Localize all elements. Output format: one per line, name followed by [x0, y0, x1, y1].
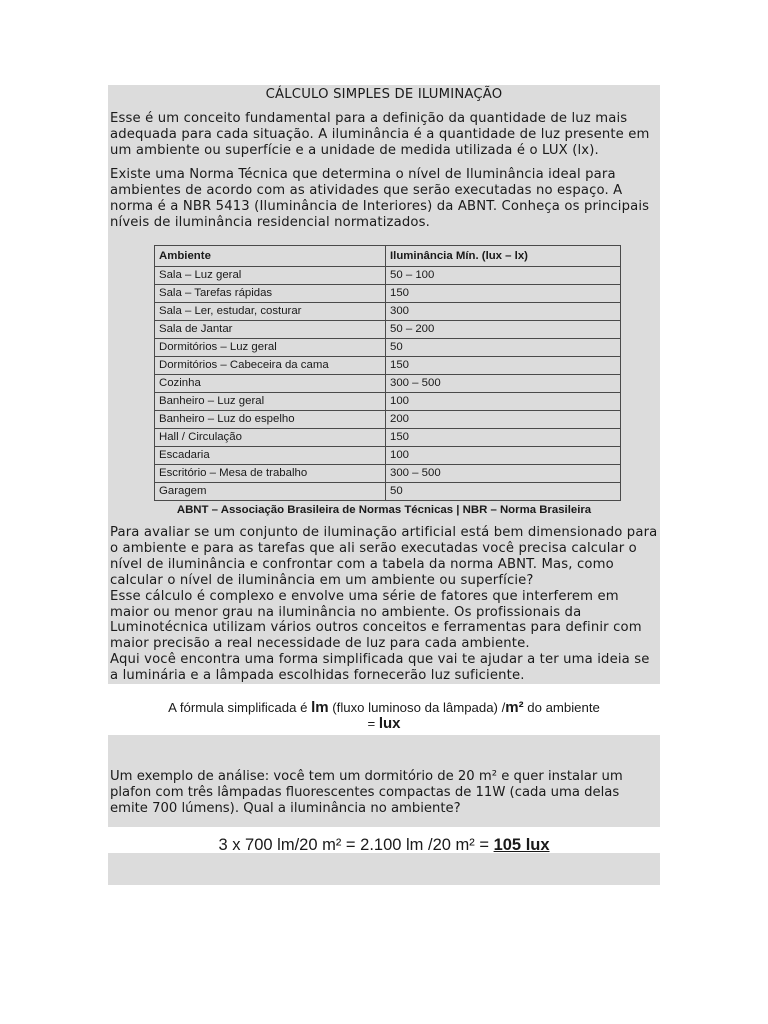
- table-caption: ABNT – Associação Brasileira de Normas Técnicas | NBR – Norma Brasileira: [176, 504, 592, 516]
- example-paragraph: Um exemplo de análise: você tem um dormitório de 20 m² e quer instalar um plafon com três lâmpadas fluorescentes compactas de 11W (cada uma delas emite 700 lúmens). Qual a iluminância no ambiente?: [110, 769, 623, 817]
- table-row: [155, 465, 621, 483]
- cell-ambiente: Hall / Circulação: [155, 429, 386, 447]
- table-row: [155, 393, 621, 411]
- formula-block: [108, 696, 660, 735]
- table-row: [155, 321, 621, 339]
- cell-lux: 300: [386, 303, 621, 321]
- page-title: CÁLCULO SIMPLES DE ILUMINAÇÃO: [265, 87, 503, 102]
- table-row: [155, 303, 621, 321]
- formula-lm: lm: [311, 699, 329, 717]
- cell-ambiente: Sala de Jantar: [155, 321, 386, 339]
- cell-ambiente: Cozinha: [155, 375, 386, 393]
- cell-lux: 100: [386, 447, 621, 465]
- table-row: [155, 375, 621, 393]
- illuminance-table-wrapper: [108, 231, 660, 525]
- table-row: [155, 447, 621, 465]
- cell-ambiente: Dormitórios – Cabeceira da cama: [155, 357, 386, 375]
- cell-lux: 300 – 500: [386, 465, 621, 483]
- result-expression: 3 x 700 lm/20 m² = 2.100 lm /20 m² =: [218, 836, 494, 855]
- cell-lux: 150: [386, 429, 621, 447]
- formula-suffix: do ambiente: [523, 700, 600, 716]
- cell-ambiente: Dormitórios – Luz geral: [155, 339, 386, 357]
- document-page: [108, 85, 660, 885]
- result-answer: 105 lux: [493, 836, 550, 855]
- cell-ambiente: Escadaria: [155, 447, 386, 465]
- table-row: [155, 267, 621, 285]
- norma-paragraph: Existe uma Norma Técnica que determina o nível de Iluminância ideal para ambientes de acordo com as atividades que serão executadas no espaço. A norma é a NBR 5413 (Iluminância de Interiores) da ABNT. Conheça os principais níveis de iluminância residencial normatizados.: [110, 167, 650, 230]
- content-block-top: [108, 85, 660, 684]
- cell-ambiente: Banheiro – Luz do espelho: [155, 411, 386, 429]
- table-header-ambiente: Ambiente: [155, 246, 386, 267]
- cell-ambiente: Sala – Luz geral: [155, 267, 386, 285]
- table-header-iluminancia: Iluminância Mín. (lux – lx): [386, 246, 621, 267]
- table-row: [155, 357, 621, 375]
- cell-lux: 200: [386, 411, 621, 429]
- table-row: [155, 339, 621, 357]
- illuminance-table: [154, 245, 621, 501]
- formula-lux: lux: [378, 715, 401, 733]
- content-block-tail: [108, 853, 660, 885]
- body-paragraph-1: Para avaliar se um conjunto de iluminação artificial está bem dimensionado para o ambiente e para as tarefas que ali serão executadas você precisa calcular o nível de iluminância e confrontar com a tabela da norma ABNT. Mas, como calcular o nível de iluminância em um ambiente ou superfície?: [110, 525, 658, 588]
- table-row: [155, 429, 621, 447]
- cell-ambiente: Garagem: [155, 483, 386, 501]
- cell-ambiente: Sala – Ler, estudar, costurar: [155, 303, 386, 321]
- table-row: [155, 285, 621, 303]
- cell-lux: 50: [386, 339, 621, 357]
- cell-lux: 50: [386, 483, 621, 501]
- table-header-row: [155, 246, 621, 267]
- cell-ambiente: Escritório – Mesa de trabalho: [155, 465, 386, 483]
- table-row: [155, 483, 621, 501]
- cell-lux: 100: [386, 393, 621, 411]
- formula-prefix: A fórmula simplificada é: [168, 700, 312, 716]
- cell-lux: 150: [386, 357, 621, 375]
- result-equation: [108, 835, 660, 853]
- cell-lux: 50 – 200: [386, 321, 621, 339]
- intro-paragraph: Esse é um conceito fundamental para a definição da quantidade de luz mais adequada para cada situação. A iluminância é a quantidade de luz presente em um ambiente ou superfície e a unidade de medida utilizada é o LUX (lx).: [110, 111, 650, 158]
- content-block-bottom: [108, 735, 660, 827]
- cell-ambiente: Banheiro – Luz geral: [155, 393, 386, 411]
- cell-lux: 50 – 100: [386, 267, 621, 285]
- cell-lux: 300 – 500: [386, 375, 621, 393]
- formula-m2: m²: [505, 699, 524, 717]
- table-row: [155, 411, 621, 429]
- body-paragraph-2: Esse cálculo é complexo e envolve uma série de fatores que interferem em maior ou menor grau na iluminância no ambiente. Os profissionais da Luminotécnica utilizam vários outros conceitos e ferramentas para definir com maior precisão a real necessidade de luz para cada ambiente.: [110, 588, 642, 652]
- cell-ambiente: Sala – Tarefas rápidas: [155, 285, 386, 303]
- formula-middle: (fluxo luminoso da lâmpada) /: [328, 700, 506, 716]
- body-paragraph-3: Aqui você encontra uma forma simplificada que vai te ajudar a ter uma ideia se a luminária e a lâmpada escolhidas fornecerão luz suficiente.: [110, 652, 650, 684]
- formula-equals: =: [367, 716, 379, 732]
- cell-lux: 150: [386, 285, 621, 303]
